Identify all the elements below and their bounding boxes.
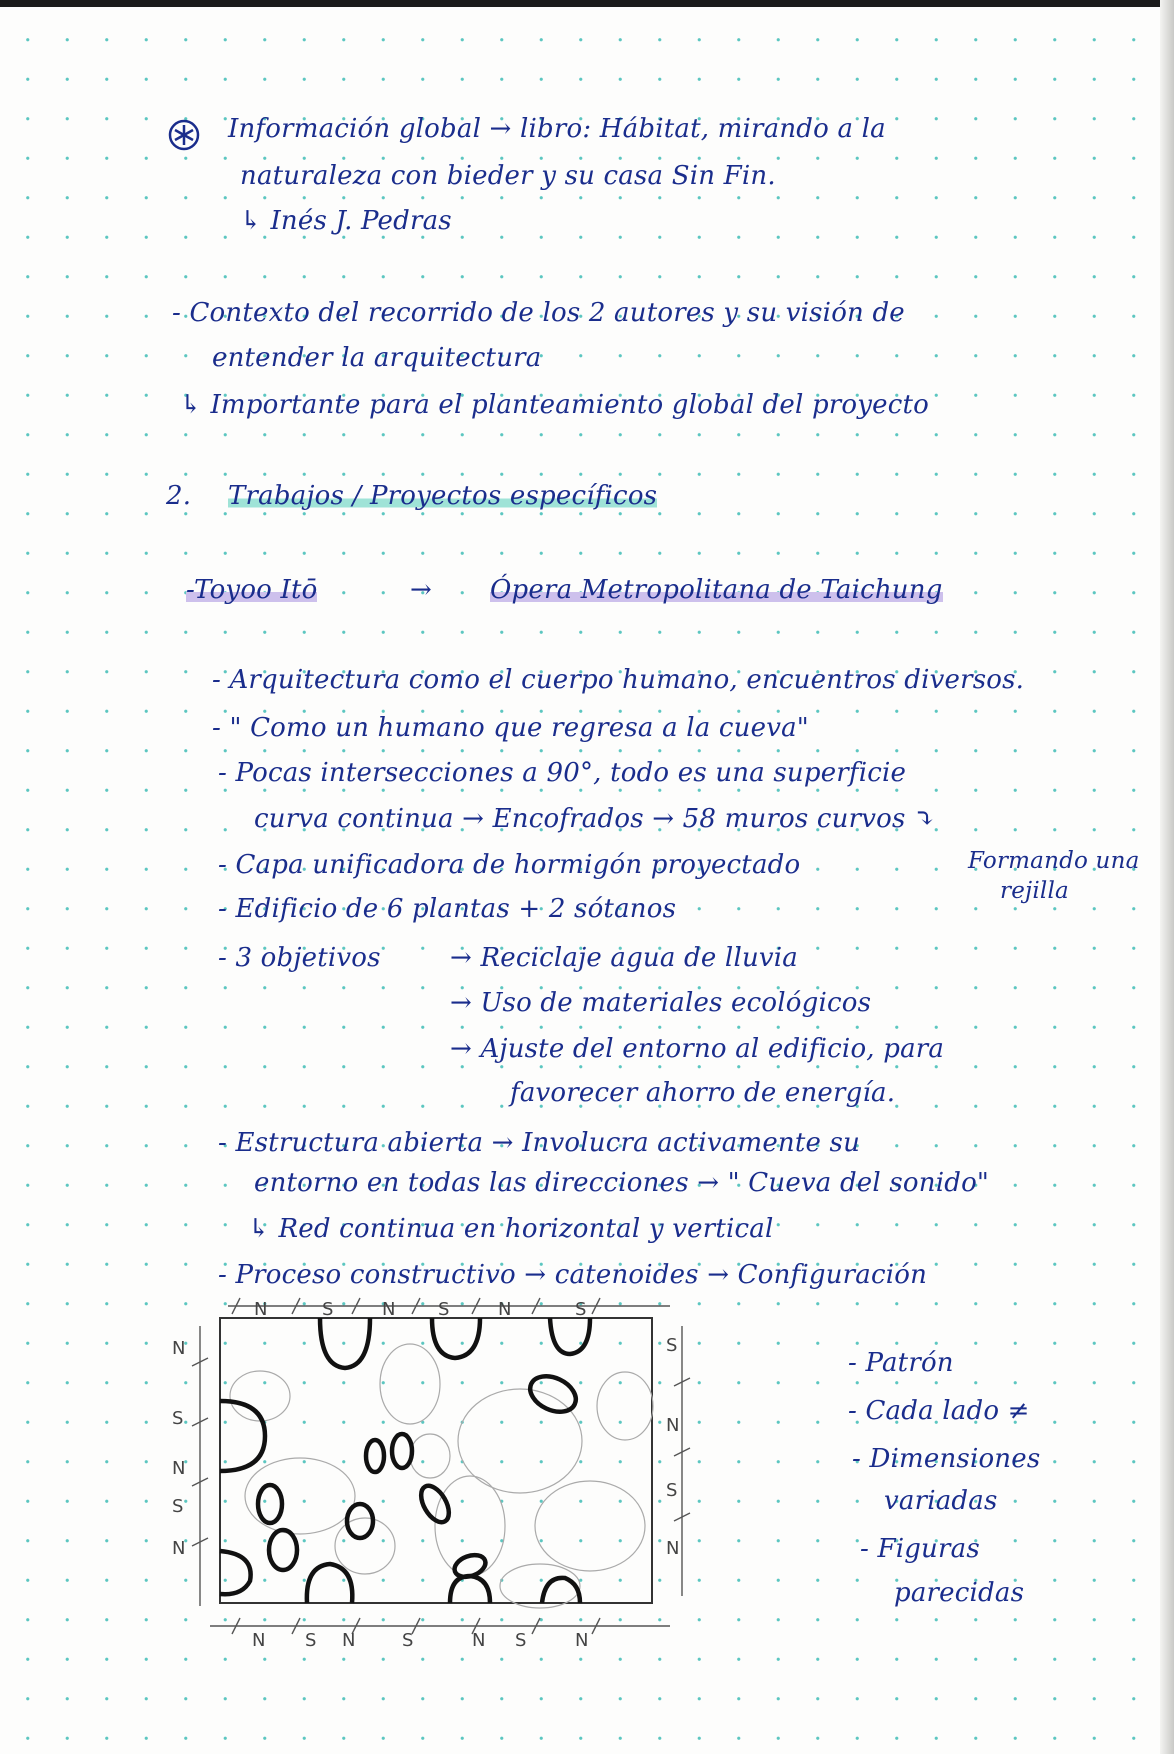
- top-label-2: N: [382, 1299, 396, 1320]
- bullet-6: - 3 objetivos: [218, 943, 381, 973]
- right-label-1: N: [666, 1415, 680, 1436]
- faint-circles: [230, 1344, 653, 1608]
- bottom-label-6: N: [575, 1630, 589, 1651]
- note-line-5: entender la arquitectura: [212, 343, 542, 373]
- objective-2: → Uso de materiales ecológicos: [450, 988, 872, 1018]
- bold-shapes: [220, 1318, 590, 1603]
- bottom-label-5: S: [515, 1630, 527, 1651]
- author-name: -Toyoo Itō: [186, 575, 318, 605]
- note-line-1: Información global → libro: Hábitat, mirando a la: [228, 114, 886, 144]
- top-label-3: S: [438, 1299, 450, 1320]
- bullet-7a: - Estructura abierta → Involucra activamente su: [218, 1128, 861, 1158]
- bullet-7b: entorno en todas las direcciones → " Cueva del sonido": [254, 1168, 990, 1198]
- objective-3a: → Ajuste del entorno al edificio, para: [450, 1034, 945, 1064]
- left-label-3: S: [172, 1496, 184, 1517]
- bullet-3a: - Pocas intersecciones a 90°, todo es una superficie: [218, 758, 907, 788]
- bottom-label-1: S: [305, 1630, 317, 1651]
- edge-labels: [172, 1299, 679, 1651]
- author-arrow: →: [410, 575, 432, 605]
- right-label-3: N: [666, 1538, 680, 1559]
- bottom-label-2: N: [342, 1630, 356, 1651]
- note-line-6: ↳ Importante para el planteamiento global del proyecto: [180, 390, 930, 420]
- top-label-5: S: [575, 1299, 587, 1320]
- side-note-5: - Figuras: [860, 1534, 980, 1564]
- section-title: Trabajos / Proyectos específicos: [228, 481, 658, 511]
- page-right-edge: [1160, 0, 1174, 1754]
- bullet-3b: curva continua → Encofrados → 58 muros curvos ⤵: [254, 804, 936, 834]
- side-note-1: - Patrón: [848, 1348, 954, 1378]
- bottom-label-3: S: [402, 1630, 414, 1651]
- side-note-4: variadas: [884, 1486, 998, 1516]
- top-label-4: N: [498, 1299, 512, 1320]
- side-note-6: parecidas: [894, 1578, 1025, 1608]
- bullet-1: - Arquitectura como el cuerpo humano, encuentros diversos.: [212, 665, 1025, 695]
- bottom-label-0: N: [252, 1630, 266, 1651]
- objective-3b: favorecer ahorro de energía.: [510, 1078, 896, 1108]
- side-note-2: - Cada lado ≠: [848, 1396, 1030, 1426]
- top-label-1: S: [322, 1299, 334, 1320]
- bullet-4-side-note-2: rejilla: [1000, 878, 1069, 904]
- bullet-4-side-note-1: Formando una: [968, 848, 1140, 874]
- top-label-0: N: [254, 1299, 268, 1320]
- side-note-3: - Dimensiones: [852, 1444, 1041, 1474]
- bottom-label-4: N: [472, 1630, 486, 1651]
- note-line-4: - Contexto del recorrido de los 2 autores y su visión de: [172, 298, 905, 328]
- project-title: Ópera Metropolitana de Taichung: [490, 575, 943, 605]
- section-number: 2.: [166, 481, 192, 511]
- catenoid-pattern-sketch: [170, 1296, 730, 1676]
- left-label-0: N: [172, 1338, 186, 1359]
- note-line-3: ↳ Inés J. Pedras: [240, 206, 452, 236]
- page-top-edge: [0, 0, 1174, 7]
- bullet-4: - Capa unificadora de hormigón proyectado: [218, 850, 801, 880]
- left-label-1: S: [172, 1408, 184, 1429]
- left-label-4: N: [172, 1538, 186, 1559]
- bullet-5: - Edificio de 6 plantas + 2 sótanos: [218, 894, 677, 924]
- asterisk-icon: [167, 118, 201, 152]
- right-label-2: S: [666, 1480, 678, 1501]
- right-label-0: S: [666, 1335, 678, 1356]
- objective-1: → Reciclaje agua de lluvia: [450, 943, 799, 973]
- bullet-8: - Proceso constructivo → catenoides → Configuración: [218, 1260, 928, 1290]
- bullet-7c: ↳ Red continua en horizontal y vertical: [248, 1214, 774, 1244]
- bullet-2: - " Como un humano que regresa a la cueva": [212, 713, 809, 743]
- note-line-2: naturaleza con bieder y su casa Sin Fin.: [240, 161, 776, 191]
- left-label-2: N: [172, 1458, 186, 1479]
